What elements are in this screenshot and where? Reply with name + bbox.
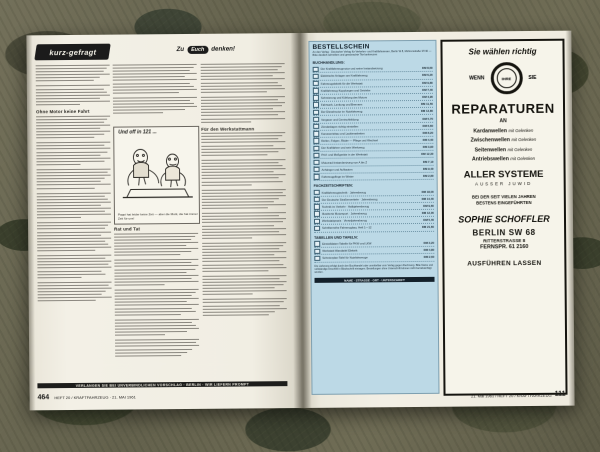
- order-form-item-title: Motorrad-Instandsetzung von A bis Z: [321, 159, 368, 165]
- order-form-item-title: Fahrzeugelektrik für die Werkstatt: [320, 81, 363, 86]
- ad-service-1-detail: mit Gelenken: [511, 136, 537, 143]
- ad-headline: Sie wählen richtig: [468, 46, 537, 57]
- checkbox-icon[interactable]: [313, 95, 319, 100]
- left-column-3-heading: Für den Werkstattmann: [201, 125, 255, 132]
- checkbox-icon[interactable]: [313, 109, 319, 114]
- ad-service-3-detail: mit Gelenken: [510, 155, 536, 162]
- order-form-item-title: Einstelldaten-Tabelle für PKW und LKW: [322, 241, 372, 246]
- checkbox-icon[interactable]: [313, 117, 319, 122]
- order-form-item-price: DM 2,80: [423, 173, 434, 178]
- checkbox-icon[interactable]: [314, 256, 320, 261]
- ad-sie: SIE: [528, 74, 537, 82]
- checkbox-icon[interactable]: [313, 66, 319, 71]
- order-form-item-price: DM 4,90: [422, 94, 433, 99]
- left-column-2: [113, 64, 197, 118]
- checkbox-icon[interactable]: [314, 241, 320, 246]
- checkbox-icon[interactable]: [313, 81, 319, 86]
- right-issue-line: 21. Mai 1961 / HEFT 20 / KRAFTFAHRZEUG: [470, 392, 552, 399]
- left-column-3: [201, 63, 287, 320]
- left-column-2-heading: Rat und Tat: [114, 226, 141, 232]
- order-form-item-title: Der Kraftfahrer und sein Werkzeug: [321, 145, 365, 151]
- order-form-item-title: Technik im Verkehr · Halbjahresbezug: [321, 204, 370, 209]
- checkbox-icon[interactable]: [314, 174, 320, 179]
- left-page-footer-banner: VERLANGEN SIE BEI UNVERBINDLICHEN VORSCHLAG · BERLIN · WIR LIEFERN PROMPT: [37, 381, 287, 388]
- ad-cta: AUSFÜHREN LASSEN: [467, 260, 542, 268]
- left-page-number: 464: [37, 394, 50, 402]
- article-blurb: [176, 42, 272, 56]
- right-page-footer: [471, 391, 566, 399]
- checkbox-icon[interactable]: [313, 88, 319, 93]
- checkbox-icon[interactable]: [313, 131, 319, 136]
- order-form-item-price: DM 13,80: [420, 109, 434, 114]
- order-form-item-title: Anhänger und Aufbauten: [321, 167, 353, 172]
- ad-gear-label: IHRE: [501, 75, 512, 81]
- checkbox-icon[interactable]: [314, 190, 320, 195]
- order-form-item-price: DM 3,20: [423, 240, 435, 246]
- gear-icon: [490, 62, 522, 94]
- order-form-signature-bar[interactable]: NAME · STRASSE · ORT · UNTERSCHRIFT: [315, 277, 435, 283]
- order-form-item-price: DM 7,40: [422, 87, 433, 92]
- checkbox-icon[interactable]: [314, 226, 320, 231]
- order-form-item-title: Illustrierte Motorsport · Jahresbezug: [321, 211, 367, 216]
- ad-big-word: REPARATUREN: [451, 100, 555, 117]
- order-form-item-price: DM 8,20: [422, 130, 434, 135]
- order-form-item-title: Reifen, Felgen, Räder — Pflege und Wechsel: [321, 138, 378, 143]
- order-form-item-price: DM 18,00: [421, 189, 434, 194]
- ad-service-2-name: Seitenwellen: [474, 146, 507, 153]
- order-form-item-title: Werkstattpraxis · Vierteljahresbezug: [321, 218, 367, 224]
- open-magazine: [26, 31, 574, 411]
- checkbox-icon[interactable]: [314, 248, 320, 253]
- order-form-item-title: Schmierplan-Tafel für Nutzfahrzeuge: [322, 255, 368, 261]
- order-form-item-price: DM 6,60: [422, 123, 434, 128]
- order-form[interactable]: [308, 40, 439, 395]
- order-form-item-title: Der Kraftfahrzeugmotor und seine Instandsetzung: [320, 66, 383, 72]
- advertisement: [440, 39, 567, 396]
- blurb-post: denken!: [211, 45, 236, 53]
- section-2-heading: FACHZEITSCHRIFTEN:: [313, 184, 354, 189]
- blurb-pill: Euch: [187, 45, 208, 53]
- ad-service-3: [449, 156, 557, 163]
- order-form-item-title: Schriftenreihe Fahrzeugbau, Heft 1—12: [322, 225, 372, 231]
- left-issue-line: HEFT 20 / KRAFTFAHRZEUG · 21. MAI 1961: [54, 394, 136, 401]
- ad-wenn-sie-row: [443, 62, 563, 95]
- article-masthead: [34, 44, 110, 61]
- section-1-rows[interactable]: [310, 65, 437, 181]
- blurb-pre: Zu: [176, 46, 185, 54]
- section-2-rows[interactable]: [311, 188, 437, 232]
- order-form-item-title: Fahrwerk, Lenkung und Bremsen: [320, 102, 363, 107]
- left-column-2-lower: [114, 226, 199, 360]
- order-form-section-2: [311, 181, 437, 232]
- order-form-item-price: DM 9,60: [423, 203, 434, 208]
- order-form-item-price: DM 4,40: [422, 137, 434, 142]
- right-page-number: 111: [554, 390, 566, 398]
- checkbox-icon[interactable]: [314, 211, 320, 216]
- section-3-rows[interactable]: [311, 240, 437, 263]
- section-1-heading: BUCHHANDLUNG:: [312, 60, 345, 66]
- ad-service-1: [449, 137, 557, 144]
- section-3-heading: TABELLEN UND TAFELN:: [314, 235, 358, 240]
- cartoon-drawing: [114, 139, 199, 212]
- checkbox-icon[interactable]: [313, 124, 319, 129]
- checkbox-icon[interactable]: [314, 204, 320, 209]
- order-form-item-title: Werkstatt-Wandtafel Elektrik: [322, 248, 358, 254]
- ad-service-0-detail: mit Gelenken: [508, 127, 534, 133]
- order-form-item-title: Vergaser und Gemischbildung: [321, 116, 359, 122]
- order-form-item-price: DM 2,60: [423, 255, 435, 260]
- checkbox-icon[interactable]: [313, 153, 319, 158]
- left-column-1: [36, 65, 112, 306]
- order-form-item-price: DM 7,10: [422, 159, 434, 164]
- order-form-item-price: DM 12,00: [421, 210, 434, 216]
- order-form-item-price: DM 12,30: [421, 152, 434, 157]
- ad-phone: FERNSPR. 61 2160: [480, 244, 529, 251]
- ad-company: SOPHIE SCHOFFLER: [458, 213, 550, 225]
- order-form-item-price: DM 8,60: [422, 66, 433, 71]
- checkbox-icon[interactable]: [313, 102, 319, 107]
- ad-street: RITTERSTRASSE 8: [483, 238, 526, 244]
- order-form-subtitle: An den Verlag · Deutscher Verlag für Verkehrs- und Kraftfahrwesen, Berlin W 8, Mohrenstraße 37/40 — Bitte deutlich schreiben und gewünschte Titel ankreuzen: [312, 49, 432, 58]
- order-form-section-3: [311, 233, 437, 263]
- order-form-row[interactable]: [314, 173, 434, 181]
- order-form-item-title: Prüf- und Meßgeräte in der Werkstatt: [321, 152, 368, 158]
- order-form-item-title: Schmierung und Kühlung des Motors: [320, 95, 367, 100]
- ad-systems: ALLER SYSTEME: [463, 168, 544, 181]
- ad-service-2-detail: mit Gelenken: [507, 146, 533, 152]
- masthead-text: kurz-gefragt: [49, 47, 97, 57]
- order-form-item-title: Kraftfahrzeug-Kupplungen und Getriebe: [320, 88, 371, 93]
- checkbox-icon[interactable]: [313, 138, 319, 143]
- ad-service-0: [449, 127, 557, 134]
- checkbox-icon[interactable]: [313, 74, 319, 79]
- order-form-note: Die Lieferung erfolgt durch den Buchhandel oder unmittelbar vom Verlag gegen Rechnung. Bitte Name und vollständige Anschrift in Blockschrift eintragen. Bestellungen ohne Unterschrift können nicht berücksichtigt werden.: [314, 263, 433, 274]
- order-form-item-price: DM 11,50: [420, 101, 434, 107]
- order-form-item-title: Karosseriebau und Lackierarbeiten: [321, 131, 365, 136]
- order-form-item-price: DM 21,60: [421, 225, 435, 230]
- ad-service-0-name: Kardanwellen: [473, 127, 508, 134]
- ad-experience: BEI DER SEIT VIELEN JAHREN BESTENS EINGEFÜHRTEN: [471, 193, 536, 206]
- order-form-row[interactable]: [314, 224, 434, 232]
- order-form-item-price: DM 14,40: [421, 196, 434, 201]
- checkbox-icon[interactable]: [314, 167, 320, 172]
- order-form-item-price: DM 3,90: [422, 145, 434, 150]
- ad-wenn: WENN: [469, 75, 485, 82]
- order-form-item-price: DM 6,20: [422, 73, 433, 78]
- left-column-1-heading: Ohne Motor keine Fahrt: [36, 108, 90, 115]
- checkbox-icon[interactable]: [314, 218, 320, 223]
- magazine-right-page: [298, 31, 574, 408]
- order-form-item-title: Fahrzeugpflege im Winter: [321, 174, 354, 179]
- checkbox-icon[interactable]: [313, 160, 319, 165]
- ad-service-1-name: Zwischenwellen: [470, 137, 511, 144]
- ad-city: BERLIN SW 68: [472, 227, 536, 238]
- checkbox-icon[interactable]: [313, 145, 319, 150]
- checkbox-icon[interactable]: [314, 197, 320, 202]
- magazine-left-page: [26, 33, 301, 410]
- order-form-item-title: Zündanlagen richtig einstellen: [321, 124, 359, 129]
- order-form-item-price: DM 4,80: [423, 248, 435, 253]
- cartoon-undercaption: Pappi hat leider keine Zeit — aber die Mutti, die hat immer Zeit für uns!: [117, 212, 198, 221]
- ad-service-list: [443, 127, 563, 163]
- cartoon-illustration: [113, 126, 200, 225]
- ad-service-3-name: Antriebswellen: [471, 156, 509, 163]
- order-form-item-title: Der Deutsche Straßenverkehr · Jahresbezug: [321, 197, 378, 202]
- ad-an: AN: [499, 118, 507, 125]
- order-form-item-price: DM 5,40: [423, 218, 435, 223]
- order-form-item-price: DM 9,80: [422, 80, 433, 85]
- ad-systems-sub: AUSSER JUWID: [475, 180, 533, 187]
- order-form-section-1: [310, 58, 437, 181]
- order-form-item-title: Kraftfahrzeugtechnik · Jahresbezug: [321, 189, 366, 195]
- cartoon-caption: Und off in 121 ...: [118, 129, 157, 136]
- ad-service-2: [449, 146, 557, 153]
- order-form-item-price: DM 9,40: [422, 166, 434, 171]
- order-form-item-price: DM 5,70: [422, 116, 434, 121]
- order-form-item-title: Der Dieselmotor im Nutzfahrzeug: [321, 109, 363, 115]
- order-form-item-title: Elektrische Anlagen am Kraftfahrzeug: [320, 73, 368, 79]
- order-form-title: BESTELLSCHEIN: [312, 43, 370, 51]
- left-page-footer: [38, 393, 136, 401]
